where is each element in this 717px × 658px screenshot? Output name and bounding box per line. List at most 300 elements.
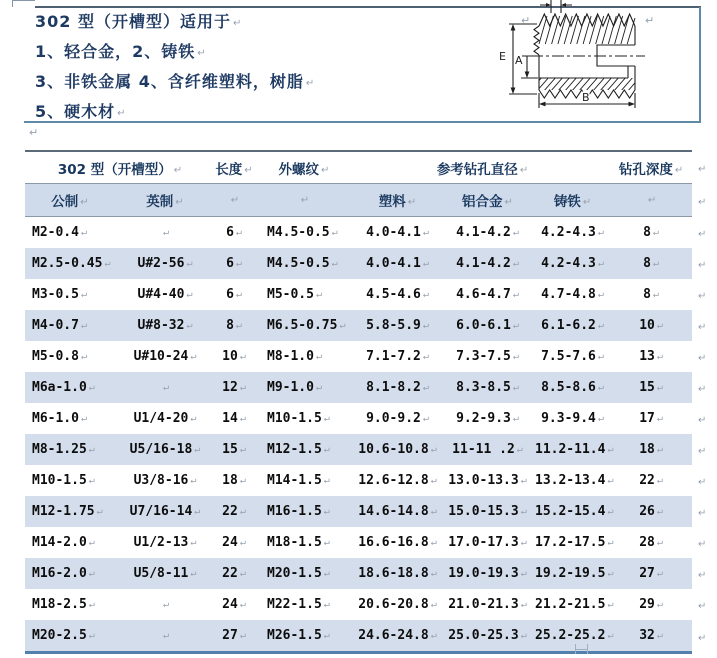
header-cell <box>610 151 692 184</box>
pilcrow-mark: ↵ <box>430 537 437 548</box>
row-end-mark <box>692 403 716 434</box>
data-cell <box>535 248 610 279</box>
pilcrow-mark: ↵ <box>88 599 95 610</box>
pilcrow-mark: ↵ <box>698 291 707 302</box>
table-row <box>25 465 716 496</box>
cell-text: 14 <box>222 411 238 426</box>
cell-text: M26-1.5 <box>267 628 322 643</box>
pilcrow-mark: ↵ <box>162 227 170 238</box>
table-row <box>25 372 716 403</box>
row-end-mark <box>692 372 716 403</box>
cell-text: M16-1.5 <box>267 504 322 519</box>
data-cell <box>610 403 692 434</box>
data-cell <box>253 372 355 403</box>
cell-text: M12-1.75 <box>32 504 95 519</box>
pilcrow-mark: ↵ <box>512 351 519 362</box>
data-cell <box>355 434 440 465</box>
data-cell <box>440 372 535 403</box>
data-cell <box>253 589 355 620</box>
cell-text: 8 <box>643 225 651 240</box>
intro-line-2 <box>35 38 314 68</box>
row-end-mark <box>692 589 716 620</box>
table-row <box>25 558 716 589</box>
pilcrow-mark: ↵ <box>190 413 197 424</box>
pilcrow-mark: ↵ <box>512 227 519 238</box>
cell-text: 24.6-24.8 <box>358 628 429 643</box>
pilcrow-mark: ↵ <box>698 632 707 644</box>
data-cell <box>25 465 115 496</box>
pilcrow-mark: ↵ <box>300 195 310 206</box>
data-cell <box>215 310 253 341</box>
cell-text: 15.2-15.4 <box>535 504 606 519</box>
data-cell <box>355 558 440 589</box>
cell-text: M5-0.5 <box>267 287 314 302</box>
pilcrow-mark: ↵ <box>239 599 246 610</box>
pilcrow-mark: ↵ <box>430 568 437 579</box>
pilcrow-mark: ↵ <box>235 289 242 300</box>
spec-table-body <box>25 217 716 653</box>
pilcrow-mark: ↵ <box>315 289 322 300</box>
cell-text: M3-0.5 <box>32 287 79 302</box>
data-cell <box>25 248 115 279</box>
data-cell <box>535 558 614 589</box>
pilcrow-mark: ↵ <box>698 539 707 550</box>
data-cell <box>355 403 440 434</box>
data-cell <box>115 620 215 653</box>
dim-label-b: B <box>582 91 590 104</box>
pilcrow-mark: ↵ <box>88 537 95 548</box>
data-cell <box>535 620 614 653</box>
data-cell <box>440 589 535 620</box>
threaded-insert-diagram <box>485 0 717 124</box>
data-cell <box>535 310 610 341</box>
pilcrow-mark: ↵ <box>422 289 429 300</box>
cell-text: 12.6-12.8 <box>358 473 429 488</box>
cell-text: 6.0-6.1 <box>456 318 511 333</box>
pilcrow-mark: ↵ <box>698 163 707 175</box>
cell-text: M12-1.5 <box>267 442 322 457</box>
data-cell <box>115 341 215 372</box>
pilcrow-mark: ↵ <box>430 506 437 517</box>
pilcrow-mark: ↵ <box>80 351 87 362</box>
cell-text: 英制 <box>146 194 174 210</box>
data-cell <box>535 403 610 434</box>
cell-text: M16-2.0 <box>32 566 87 581</box>
pilcrow-mark: ↵ <box>512 320 519 331</box>
pilcrow-mark: ↵ <box>88 444 95 455</box>
pilcrow-mark: ↵ <box>162 382 170 393</box>
data-cell <box>253 279 355 310</box>
pilcrow-mark: ↵ <box>698 260 707 271</box>
table-row <box>25 403 716 434</box>
pilcrow-mark: ↵ <box>597 320 604 331</box>
pilcrow-mark: ↵ <box>190 537 197 548</box>
pilcrow-mark: ↵ <box>173 164 183 176</box>
cell-text: 15 <box>222 442 238 457</box>
data-cell <box>355 248 440 279</box>
row-end-mark <box>692 310 716 341</box>
data-cell <box>535 527 614 558</box>
data-cell <box>25 372 115 403</box>
data-cell <box>215 403 253 434</box>
pilcrow-mark: ↵ <box>190 475 197 486</box>
cell-text: 9.3-9.4 <box>541 411 596 426</box>
data-cell <box>215 341 253 372</box>
cell-text: 18 <box>639 442 655 457</box>
cell-text: 27 <box>222 628 238 643</box>
cell-text: 9.2-9.3 <box>456 411 511 426</box>
cell-text: U#8-32 <box>137 318 185 333</box>
intro-text-4: 5、硬木材 <box>35 102 116 121</box>
cell-text: 28 <box>639 535 655 550</box>
cell-text: 25.2-25.2 <box>535 628 606 643</box>
cell-text: 4.6-4.7 <box>456 287 511 302</box>
pilcrow-mark: ↵ <box>232 18 242 29</box>
pilcrow-mark: ↵ <box>315 382 322 393</box>
cell-text: 32 <box>639 628 655 643</box>
data-cell <box>610 620 692 653</box>
data-cell <box>440 558 535 589</box>
cell-text: 21.0-21.3 <box>448 597 519 612</box>
data-cell <box>440 310 535 341</box>
cell-text: U#2-56 <box>137 256 185 271</box>
pilcrow-mark: ↵ <box>321 164 330 176</box>
cell-text: 18 <box>222 473 238 488</box>
data-cell <box>115 465 215 496</box>
data-cell <box>215 527 253 558</box>
row-end-mark <box>692 248 716 279</box>
row-end-mark <box>692 527 716 558</box>
header-cell <box>215 151 253 184</box>
cell-text: M10-1.5 <box>267 411 322 426</box>
pilcrow-mark: ↵ <box>520 506 527 517</box>
pilcrow-mark: ↵ <box>607 568 614 579</box>
pilcrow-mark: ↵ <box>235 320 242 331</box>
cell-text: M6a-1.0 <box>32 380 87 395</box>
cell-text: 8 <box>643 287 651 302</box>
pilcrow-mark: ↵ <box>656 351 663 362</box>
pilcrow-mark: ↵ <box>323 444 330 455</box>
pilcrow-mark: ↵ <box>698 322 707 333</box>
data-cell <box>610 217 692 249</box>
intro-block <box>35 8 314 128</box>
cell-text: 14.6-14.8 <box>358 504 429 519</box>
data-cell <box>215 372 253 403</box>
pilcrow-mark: ↵ <box>597 351 604 362</box>
cell-text: 8.1-8.2 <box>366 380 421 395</box>
pilcrow-mark: ↵ <box>96 506 103 517</box>
cell-text: 22 <box>222 566 238 581</box>
cell-text: M2-0.4 <box>32 225 79 240</box>
pilcrow-mark: ↵ <box>656 537 663 548</box>
cell-text: 4.1-4.2 <box>456 225 511 240</box>
pilcrow-mark: ↵ <box>422 227 429 238</box>
pilcrow-mark: ↵ <box>607 444 614 455</box>
cell-text: 4.2-4.3 <box>541 225 596 240</box>
spec-table-wrap <box>25 150 716 654</box>
pilcrow-mark: ↵ <box>323 537 330 548</box>
cell-text: 20.6-20.8 <box>358 597 429 612</box>
pilcrow-mark: ↵ <box>698 415 707 426</box>
intro-text-1: 302 型（开槽型）适用于 <box>35 12 231 31</box>
data-cell <box>355 589 440 620</box>
cell-text: 8 <box>226 318 234 333</box>
cell-text: M14-1.5 <box>267 473 322 488</box>
pilcrow-mark: ↵ <box>331 258 338 269</box>
pilcrow-mark: ↵ <box>520 537 527 548</box>
data-cell <box>253 558 355 589</box>
cell-text: 外螺纹 <box>278 161 320 178</box>
cell-text: M6.5-0.75 <box>267 318 338 333</box>
table-row <box>25 496 716 527</box>
cell-text: 24 <box>222 535 238 550</box>
pilcrow-mark: ↵ <box>117 108 126 119</box>
pilcrow-mark: ↵ <box>422 413 429 424</box>
row-end-mark <box>692 341 716 372</box>
data-cell <box>355 341 440 372</box>
data-cell <box>535 279 610 310</box>
data-cell <box>610 279 692 310</box>
cell-text: U#4-40 <box>137 287 185 302</box>
data-cell <box>215 434 253 465</box>
header-cell <box>355 151 610 184</box>
data-cell <box>215 248 253 279</box>
data-cell <box>215 217 253 249</box>
cell-text: 4.2-4.3 <box>541 256 596 271</box>
pilcrow-mark: ↵ <box>430 630 437 641</box>
data-cell <box>355 620 440 653</box>
pilcrow-mark: ↵ <box>597 413 604 424</box>
data-cell <box>610 434 692 465</box>
cell-text: 12 <box>222 380 238 395</box>
data-cell <box>355 496 440 527</box>
data-cell <box>25 589 115 620</box>
pilcrow-mark: ↵ <box>80 197 89 208</box>
data-cell <box>215 465 253 496</box>
pilcrow-mark: ↵ <box>194 506 201 517</box>
pilcrow-mark: ↵ <box>80 289 87 300</box>
cell-text: 铸铁 <box>553 194 581 210</box>
cell-text: M18-2.5 <box>32 597 87 612</box>
data-cell <box>355 527 440 558</box>
cell-text: U7/16-14 <box>129 504 193 519</box>
row-end-mark <box>692 279 716 310</box>
pilcrow-mark: ↵ <box>516 444 523 455</box>
pilcrow-mark: ↵ <box>239 351 246 362</box>
intro-line-4 <box>35 98 314 128</box>
pilcrow-mark: ↵ <box>305 78 315 89</box>
pilcrow-mark: ↵ <box>239 506 246 517</box>
data-cell <box>535 496 614 527</box>
data-cell <box>115 279 215 310</box>
pilcrow-mark: ↵ <box>647 195 657 206</box>
pilcrow-mark: ↵ <box>698 353 707 364</box>
pilcrow-mark: ↵ <box>521 14 531 27</box>
cell-text: 10 <box>639 318 655 333</box>
subheader-cell <box>115 184 215 217</box>
cell-text: M6-1.0 <box>32 411 79 426</box>
data-cell <box>610 496 692 527</box>
cell-text: 17 <box>639 411 655 426</box>
pilcrow-mark: ↵ <box>323 506 330 517</box>
pilcrow-mark: ↵ <box>162 599 170 610</box>
data-cell <box>610 341 692 372</box>
table-row <box>25 217 716 249</box>
data-cell <box>253 434 355 465</box>
table-row <box>25 434 716 465</box>
data-cell <box>25 620 115 653</box>
cell-text: 6 <box>226 256 234 271</box>
pilcrow-mark: ↵ <box>162 630 170 641</box>
cell-text: 7.1-7.2 <box>366 349 421 364</box>
cell-text: M9-1.0 <box>267 380 314 395</box>
cell-text: 6.1-6.2 <box>541 318 596 333</box>
pilcrow-mark: ↵ <box>422 320 429 331</box>
data-cell <box>610 465 692 496</box>
data-cell <box>535 341 610 372</box>
pilcrow-mark: ↵ <box>235 258 242 269</box>
cell-text: 15 <box>639 380 655 395</box>
data-cell <box>253 403 355 434</box>
pilcrow-mark: ↵ <box>190 351 197 362</box>
pilcrow-mark: ↵ <box>607 537 614 548</box>
table-row <box>25 310 716 341</box>
cell-text: U5/16-18 <box>129 442 193 457</box>
cell-text: M22-1.5 <box>267 597 322 612</box>
data-cell <box>355 217 440 249</box>
subheader-cell <box>610 184 692 217</box>
data-cell <box>253 496 355 527</box>
cell-text: M4.5-0.5 <box>267 256 330 271</box>
pilcrow-mark: ↵ <box>520 630 527 641</box>
pilcrow-mark: ↵ <box>194 444 201 455</box>
cell-text: 公制 <box>51 194 79 210</box>
pilcrow-mark: ↵ <box>656 630 663 641</box>
pilcrow-mark: ↵ <box>197 48 206 59</box>
cell-text: 6 <box>226 287 234 302</box>
cell-text: 塑料 <box>378 194 406 210</box>
cell-text: 4.1-4.2 <box>456 256 511 271</box>
data-cell <box>253 310 355 341</box>
cell-text: 19.0-19.3 <box>448 566 519 581</box>
data-cell <box>25 558 115 589</box>
cell-text: 27 <box>639 566 655 581</box>
cell-text: U5/8-11 <box>133 566 189 581</box>
data-cell <box>355 465 440 496</box>
cell-text: M14-2.0 <box>32 535 87 550</box>
cell-text: M2.5-0.45 <box>32 256 103 271</box>
data-cell <box>115 558 215 589</box>
data-cell <box>535 589 614 620</box>
data-cell <box>215 558 253 589</box>
data-cell <box>115 217 215 249</box>
pilcrow-mark: ↵ <box>323 568 330 579</box>
cell-text: 19.2-19.5 <box>535 566 606 581</box>
data-cell <box>115 434 215 465</box>
cell-text: 4.7-4.8 <box>541 287 596 302</box>
cell-text: 17.2-17.5 <box>535 535 606 550</box>
pilcrow-mark: ↵ <box>607 475 614 486</box>
pilcrow-mark: ↵ <box>656 506 663 517</box>
cell-text: 13.0-13.3 <box>448 473 519 488</box>
header-cell <box>253 151 355 184</box>
data-cell <box>25 279 115 310</box>
cell-text: 6 <box>226 225 234 240</box>
pilcrow-mark: ↵ <box>698 477 707 488</box>
pilcrow-mark: ↵ <box>698 601 707 612</box>
pilcrow-mark: ↵ <box>656 599 663 610</box>
data-cell <box>535 372 610 403</box>
table-row <box>25 341 716 372</box>
data-cell <box>440 527 535 558</box>
row-end-mark <box>692 558 716 589</box>
cell-text: 302 型（开槽型） <box>57 161 172 178</box>
data-cell <box>440 403 535 434</box>
pilcrow-mark: ↵ <box>698 228 707 240</box>
table-row <box>25 248 716 279</box>
data-cell <box>215 620 253 653</box>
pilcrow-mark: ↵ <box>652 289 659 300</box>
data-cell <box>25 496 115 527</box>
row-end-mark <box>692 184 716 217</box>
pilcrow-mark: ↵ <box>80 320 87 331</box>
cell-text: 10 <box>222 349 238 364</box>
pilcrow-mark: ↵ <box>422 351 429 362</box>
header-cell <box>25 151 215 184</box>
cell-text: M5-0.8 <box>32 349 79 364</box>
data-cell <box>115 589 215 620</box>
pilcrow-mark: ↵ <box>239 444 246 455</box>
pilcrow-mark: ↵ <box>656 444 663 455</box>
data-cell <box>440 620 535 653</box>
pilcrow-mark: ↵ <box>88 475 95 486</box>
cell-text: 21.2-21.5 <box>535 597 606 612</box>
row-end-mark <box>692 496 716 527</box>
pilcrow-mark: ↵ <box>88 568 95 579</box>
cell-text: 7.3-7.5 <box>456 349 511 364</box>
spec-table <box>25 150 716 654</box>
cell-text: 4.5-4.6 <box>366 287 421 302</box>
data-cell <box>440 465 535 496</box>
data-cell <box>440 217 535 249</box>
intro-text-3: 3、非铁金属 4、含纤维塑料，树脂 <box>35 72 304 91</box>
cell-text: 4.0-4.1 <box>366 225 421 240</box>
intro-line-1 <box>35 8 314 38</box>
pilcrow-mark: ↵ <box>422 382 429 393</box>
pilcrow-mark: ↵ <box>323 413 330 424</box>
spec-table-head <box>25 151 716 217</box>
data-cell <box>440 279 535 310</box>
data-cell <box>215 279 253 310</box>
pilcrow-mark: ↵ <box>582 197 592 208</box>
subheader-cell <box>253 184 355 217</box>
cell-text: U1/2-13 <box>133 535 189 550</box>
cell-text: 17.0-17.3 <box>448 535 519 550</box>
cell-text: 10.6-10.8 <box>358 442 429 457</box>
row-end-mark <box>692 465 716 496</box>
cell-text: 11-11 .2 <box>452 442 515 457</box>
data-cell <box>355 279 440 310</box>
pilcrow-mark: ↵ <box>656 475 663 486</box>
pilcrow-mark: ↵ <box>652 227 659 238</box>
pilcrow-mark: ↵ <box>520 599 527 610</box>
pilcrow-mark: ↵ <box>597 382 604 393</box>
subheader-cell <box>535 184 610 217</box>
cell-text: 29 <box>639 597 655 612</box>
page-corner-line-h <box>12 0 35 1</box>
pilcrow-mark: ↵ <box>504 197 513 208</box>
pilcrow-mark: ↵ <box>656 382 663 393</box>
